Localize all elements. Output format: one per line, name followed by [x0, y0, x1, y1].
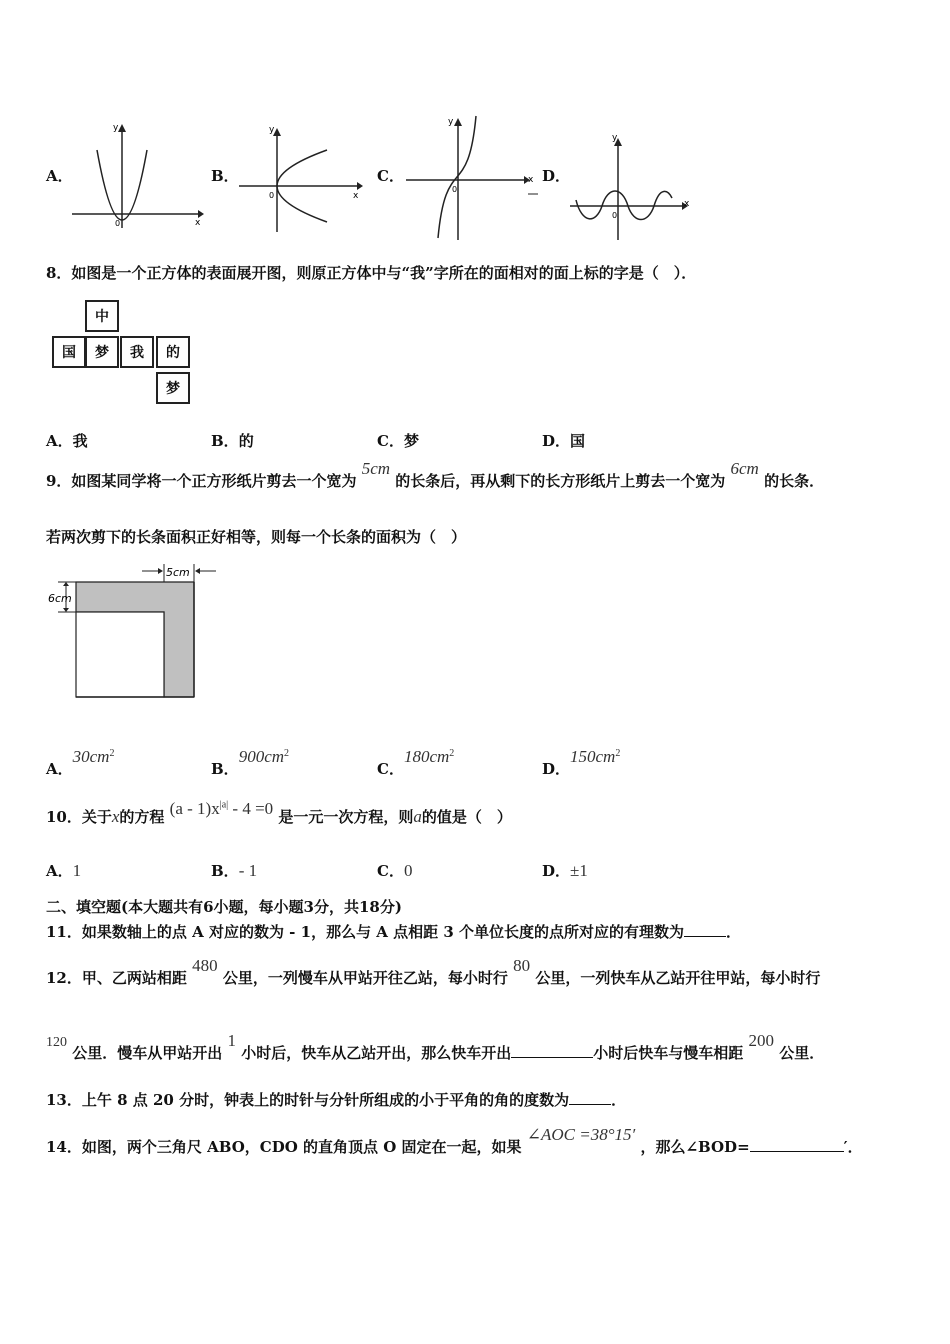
q12-slow-speed: 80	[513, 956, 531, 975]
q10-a-letter: A．	[46, 862, 73, 880]
q12-answer-blank[interactable]	[511, 1043, 593, 1058]
q10-equation-tail: - 4 =0	[228, 799, 274, 818]
q8-option-b	[211, 430, 254, 451]
net-cell-de: 的	[156, 336, 190, 368]
q9-width-1: 5cm	[361, 459, 391, 478]
q7-d-x-label: x	[684, 199, 690, 209]
q12-d: 公里．慢车从甲站开出	[72, 1044, 223, 1062]
q12-g: 公里．	[779, 1044, 825, 1062]
q12-f: 小时后快车与慢车相距	[593, 1044, 744, 1062]
q10-b-value: - 1	[238, 861, 258, 880]
q8-option-d	[542, 430, 585, 451]
q12-line2	[46, 1031, 825, 1063]
q10-b-letter: B．	[211, 862, 239, 880]
q10-d-letter: D．	[542, 862, 571, 880]
q9-c-power: 2	[449, 748, 455, 759]
q8-a-letter: A．	[46, 432, 73, 450]
q8-c-letter: C．	[377, 432, 404, 450]
q9-text-c: 的长条．	[764, 472, 825, 490]
q10-a-value: 1	[72, 861, 82, 880]
q12-fast-speed: 120	[46, 1035, 67, 1050]
q10-option-b	[211, 860, 257, 881]
q7-a-x-label: x	[195, 218, 201, 228]
q10-option-c	[377, 860, 412, 881]
q7-graph-d-sine	[568, 128, 693, 243]
q7-b-origin: 0	[269, 191, 275, 200]
q7-option-b-letter: B．	[211, 167, 239, 185]
q14-a: 14．如图，两个三角尺 ABO，CDO 的直角顶点 O 固定在一起，如果	[46, 1138, 522, 1156]
q8-cube-net	[48, 300, 208, 410]
q9-b-letter: B．	[211, 760, 239, 778]
q9-c-value: 180cm	[403, 747, 450, 766]
q8-question-text: 8．如图是一个正方体的表面展开图，则原正方体中与“我”字所在的面相对的面上标的字是（ ）．	[46, 264, 697, 282]
q8-d-value: 国	[570, 432, 586, 450]
q7-c-origin: 0	[452, 185, 458, 194]
q7-c-x-label: x	[528, 175, 534, 185]
q8-b-letter: B．	[211, 432, 239, 450]
q12-b: 公里，一列慢车从甲站开往乙站，每小时行	[222, 969, 508, 987]
q9-d-power: 2	[615, 748, 621, 759]
q7-a-origin: 0	[115, 219, 121, 228]
q12-line1	[46, 956, 821, 988]
q14-answer-blank[interactable]	[750, 1137, 844, 1152]
q10-equation	[170, 799, 273, 818]
section-heading: 二、填空题(本大题共有6小题，每小题3分，共18分)	[46, 898, 402, 916]
q12-a: 12．甲、乙两站相距	[46, 969, 187, 987]
q9-d-value: 150cm	[570, 747, 616, 766]
q7-graph-c-cubic	[402, 112, 542, 242]
q9-figure	[46, 560, 236, 705]
q10-question	[46, 799, 512, 827]
q14-question	[46, 1125, 863, 1157]
q7-b-x-label: x	[353, 191, 359, 201]
q10-d-value: ±1	[570, 861, 588, 880]
q9-text-a: 9．如图某同学将一个正方形纸片剪去一个宽为	[46, 472, 357, 490]
q10-suffix: 是一元一次方程，则	[278, 808, 414, 826]
q10-c-value: 0	[403, 861, 413, 880]
q7-graph-b-sideways-parabola	[235, 120, 365, 235]
q9-width-2: 6cm	[730, 459, 759, 478]
q7-option-c-letter: C．	[377, 167, 404, 185]
q14-end: ′．	[843, 1138, 863, 1156]
q7-a-y-label: y	[113, 123, 119, 133]
q8-d-letter: D．	[542, 432, 571, 450]
q10-c-letter: C．	[377, 862, 404, 880]
q10-prefix: 10．关于	[46, 808, 112, 826]
q8-b-value: 的	[238, 432, 254, 450]
q9-option-d	[542, 746, 621, 778]
q7-d-y-label: y	[612, 133, 618, 143]
q10-middle: 的方程	[119, 808, 165, 826]
q7-d-origin: 0	[612, 211, 618, 220]
q11-answer-blank[interactable]	[684, 922, 726, 937]
q7-b-y-label: y	[269, 125, 275, 135]
q12-e: 小时后，快车从乙站开出，那么快车开出	[241, 1044, 512, 1062]
q9-a-letter: A．	[46, 760, 73, 778]
q7-c-y-label: y	[448, 117, 454, 127]
q10-var-x: x	[111, 807, 120, 826]
q13-answer-blank[interactable]	[569, 1090, 611, 1105]
q8-option-c	[377, 430, 419, 451]
q13-end: ．	[611, 1091, 627, 1109]
q7-option-d-letter: D．	[542, 167, 571, 185]
q10-equation-body: (a - 1)x	[169, 799, 220, 818]
q9-question-line1	[46, 459, 825, 491]
q9-question-line2: 若两次剪下的长条面积正好相等，则每一个长条的面积为（ ）	[46, 528, 467, 546]
net-cell-meng: 梦	[85, 336, 119, 368]
q9-a-value: 30cm	[72, 747, 110, 766]
q12-gap: 200	[748, 1031, 774, 1050]
q14-angle: ∠AOC =38°15′	[526, 1125, 636, 1144]
q7-option-a-letter: A．	[46, 167, 73, 185]
q9-option-a	[46, 746, 115, 778]
q12-c: 公里，一列快车从乙站开往甲站，每小时行	[535, 969, 821, 987]
q9-figure-side-label: 6cm	[48, 592, 72, 605]
q12-distance: 480	[192, 956, 218, 975]
q10-var-a: a	[413, 807, 422, 826]
q14-b: ，那么∠BOD=	[640, 1138, 750, 1156]
q13-question	[46, 1089, 626, 1110]
q10-end: 的值是（ ）	[421, 808, 512, 826]
q10-exponent: |a|	[219, 799, 229, 811]
q10-option-a	[46, 860, 81, 881]
q8-c-value: 梦	[403, 432, 419, 450]
q10-option-d	[542, 860, 588, 881]
net-cell-guo: 国	[52, 336, 86, 368]
q11-question	[46, 921, 741, 942]
q9-a-power: 2	[109, 748, 115, 759]
q11-text: 11．如果数轴上的点 A 对应的数为 - 1，那么与 A 点相距 3 个单位长度的点所对应的有理数为	[46, 923, 685, 941]
q9-d-letter: D．	[542, 760, 571, 778]
q8-option-a	[46, 430, 88, 451]
q13-text: 13．上午 8 点 20 分时，钟表上的时针与分针所组成的小于平角的角的度数为	[46, 1091, 570, 1109]
net-cell-wo: 我	[120, 336, 154, 368]
q7-graph-a-parabola	[70, 120, 205, 230]
q9-b-power: 2	[284, 748, 290, 759]
q9-text-b: 的长条后，再从剩下的长方形纸片上剪去一个宽为	[395, 472, 726, 490]
q9-figure-top-label: 5cm	[166, 566, 190, 579]
q12-hours: 1	[227, 1031, 236, 1050]
q8-a-value: 我	[72, 432, 88, 450]
net-cell-meng-2: 梦	[156, 372, 190, 404]
net-cell-zhong: 中	[85, 300, 119, 332]
q9-option-c	[377, 746, 455, 778]
q9-b-value: 900cm	[238, 747, 285, 766]
q9-option-b	[211, 746, 290, 778]
q9-c-letter: C．	[377, 760, 404, 778]
q11-end: ．	[726, 923, 742, 941]
